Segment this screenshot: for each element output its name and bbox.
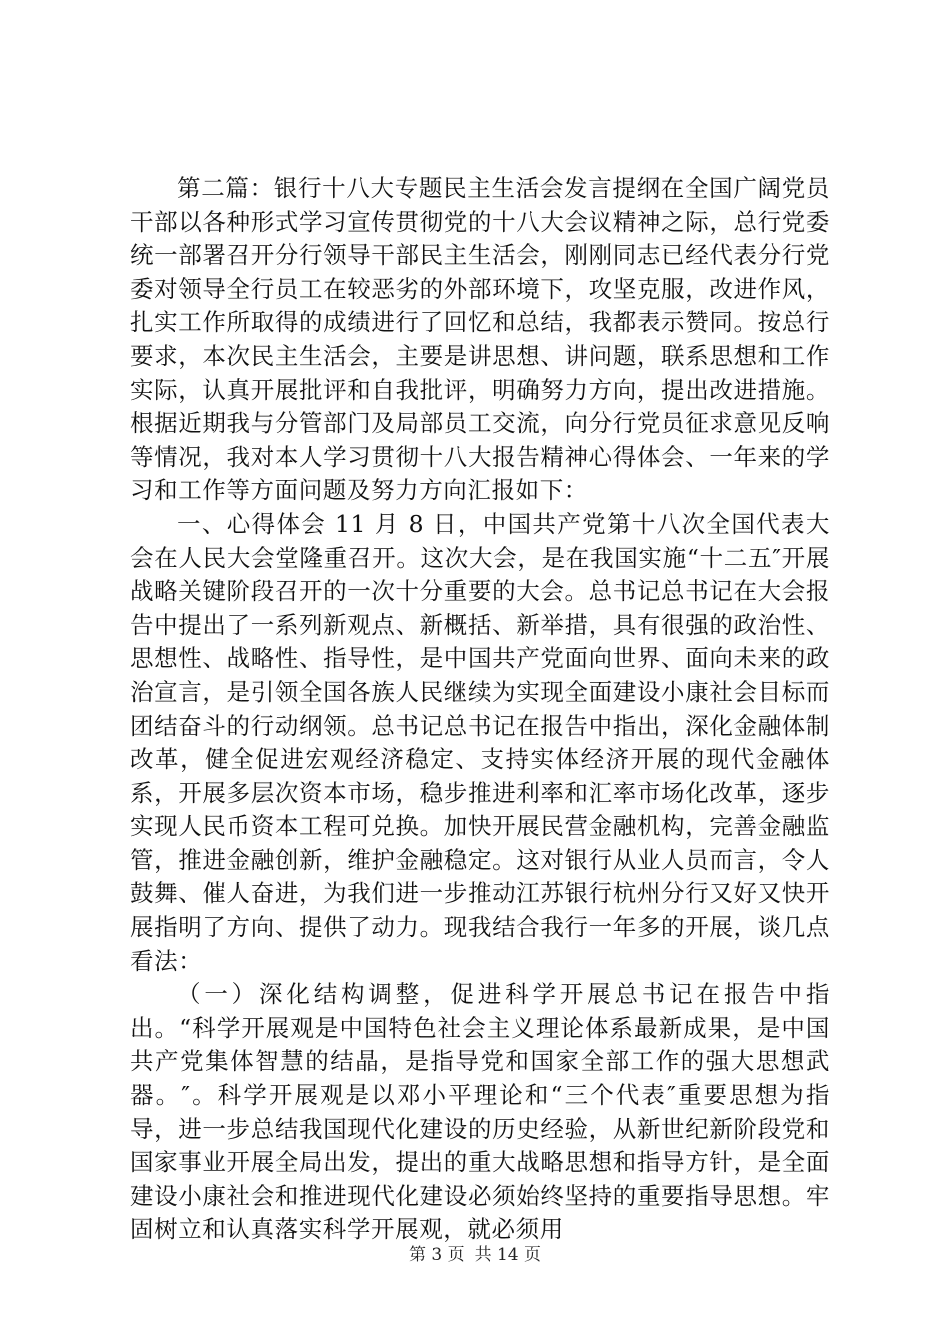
page-total: 共 14 页 <box>474 1245 542 1265</box>
document-body <box>130 172 830 1247</box>
page-number: 第 3 页 <box>408 1245 465 1265</box>
paragraph-1: 第二篇：银行十八大专题民主生活会发言提纲在全国广阔党员干部以各种形式学习宣传贯彻党的十八大会议精神之际，总行党委统一部署召开分行领导干部民主生活会，刚刚同志已经代表分行党委对领导全行员工在较恶劣的外部环境下，攻坚克服，改进作风，扎实工作所取得的成绩进行了回忆和总结，我都表示赞同。按总行要求，本次民主生活会，主要是讲思想、讲问题，联系思想和工作实际，认真开展批评和自我批评，明确努力方向，提出改进措施。根据近期我与分管部门及局部员工交流，向分行党员征求意见反响等情况，我对本人学习贯彻十八大报告精神心得体会、一年来的学习和工作等方面问题及努力方向汇报如下： <box>130 174 830 505</box>
paragraph-2: 一、心得体会 11 月 8 日，中国共产党第十八次全国代表大会在人民大会堂隆重召开。这次大会，是在我国实施“十二五″开展战略关键阶段召开的一次十分重要的大会。总书记总书记在大会报告中提出了一系列新观点、新概括、新举措，具有很强的政治性、思想性、战略性、指导性，是中国共产党面向世界、面向未来的政治宣言，是引领全国各族人民继续为实现全面建设小康社会目标而团结奋斗的行动纲领。总书记总书记在报告中指出，深化金融体制改革，健全促进宏观经济稳定、支持实体经济开展的现代金融体系，开展多层次资本市场，稳步推进利率和汇率市场化改革，逐步实现人民币资本工程可兑换。加快开展民营金融机构，完善金融监管，推进金融创新，维护金融稳定。这对银行从业人员而言，令人鼓舞、催人奋进，为我们进一步推动江苏银行杭州分行又好又快开展指明了方向、提供了动力。现我结合我行一年多的开展，谈几点看法： <box>130 509 830 975</box>
paragraph-3: （一）深化结构调整，促进科学开展总书记在报告中指出。“科学开展观是中国特色社会主义理论体系最新成果，是中国共产党集体智慧的结晶，是指导党和国家全部工作的强大思想武器。″。科学开展观是以邓小平理论和“三个代表″重要思想为指导，进一步总结我国现代化建设的历史经验，从新世纪新阶段党和国家事业开展全局出发，提出的重大战略思想和指导方针，是全面建设小康社会和推进现代化建设必须始终坚持的重要指导思想。牢固树立和认真落实科学开展观，就必须用 <box>130 980 830 1244</box>
page-footer <box>0 1244 950 1266</box>
